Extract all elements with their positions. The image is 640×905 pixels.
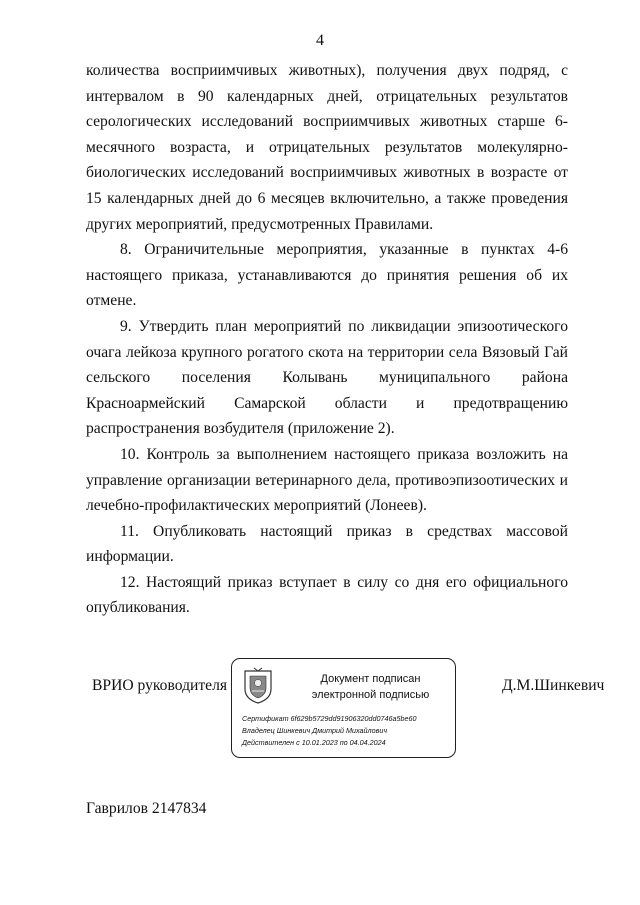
stamp-owner: Владелец Шинкевич Дмитрий Михайлович bbox=[242, 726, 388, 735]
stamp-validity: Действителен с 10.01.2023 по 04.04.2024 bbox=[242, 738, 386, 747]
paragraph-11: 11. Опубликовать настоящий приказ в средствах массовой информации. bbox=[86, 522, 568, 566]
executor-note: Гаврилов 2147834 bbox=[86, 800, 207, 817]
document-body bbox=[86, 58, 568, 621]
paragraph-9: 9. Утвердить план мероприятий по ликвидации эпизоотического очага лейкоза крупного рогатого скота на территории села Вязовый Гай сельского поселения Колывань муниципального района Красноармейский Самарской области и предотвращению распространения возбудителя (приложение 2). bbox=[86, 317, 568, 438]
stamp-title: Документ подписан bbox=[320, 673, 421, 685]
paragraph-continuation: количества восприимчивых животных), получения двух подряд, с интервалом в 90 календарных дней, отрицательных результатов серологических исследований восприимчивых животных старше 6-месячного возраста, и отрицательных результатов молекулярно-биологических исследований восприимчивых животных в возрасте от 15 календарных дней до 6 месяцев включительно, а также проведения других мероприятий, предусмотренных Правилами. bbox=[86, 62, 568, 233]
paragraph-10: 10. Контроль за выполнением настоящего приказа возложить на управление организации ветеринарного дела, противоэпизоотических и лечебно-профилактических мероприятий (Лонеев). bbox=[86, 445, 568, 515]
signer-name: Д.М.Шинкевич bbox=[502, 677, 605, 694]
coat-of-arms-icon bbox=[242, 667, 274, 705]
signer-position: ВРИО руководителя bbox=[92, 677, 228, 694]
stamp-subtitle: электронной подписью bbox=[311, 689, 430, 701]
paragraph-12: 12. Настоящий приказ вступает в силу со дня его официального опубликования. bbox=[86, 573, 568, 617]
paragraph-8: 8. Ограничительные мероприятия, указанные в пунктах 4-6 настоящего приказа, устанавливаются до принятия решения об их отмене. bbox=[86, 241, 568, 310]
page-number: 4 bbox=[316, 32, 324, 49]
stamp-certificate: Сертификат 6f629b5729dd91906320dd0746a5be60 bbox=[242, 714, 417, 723]
electronic-signature-stamp bbox=[231, 658, 456, 758]
